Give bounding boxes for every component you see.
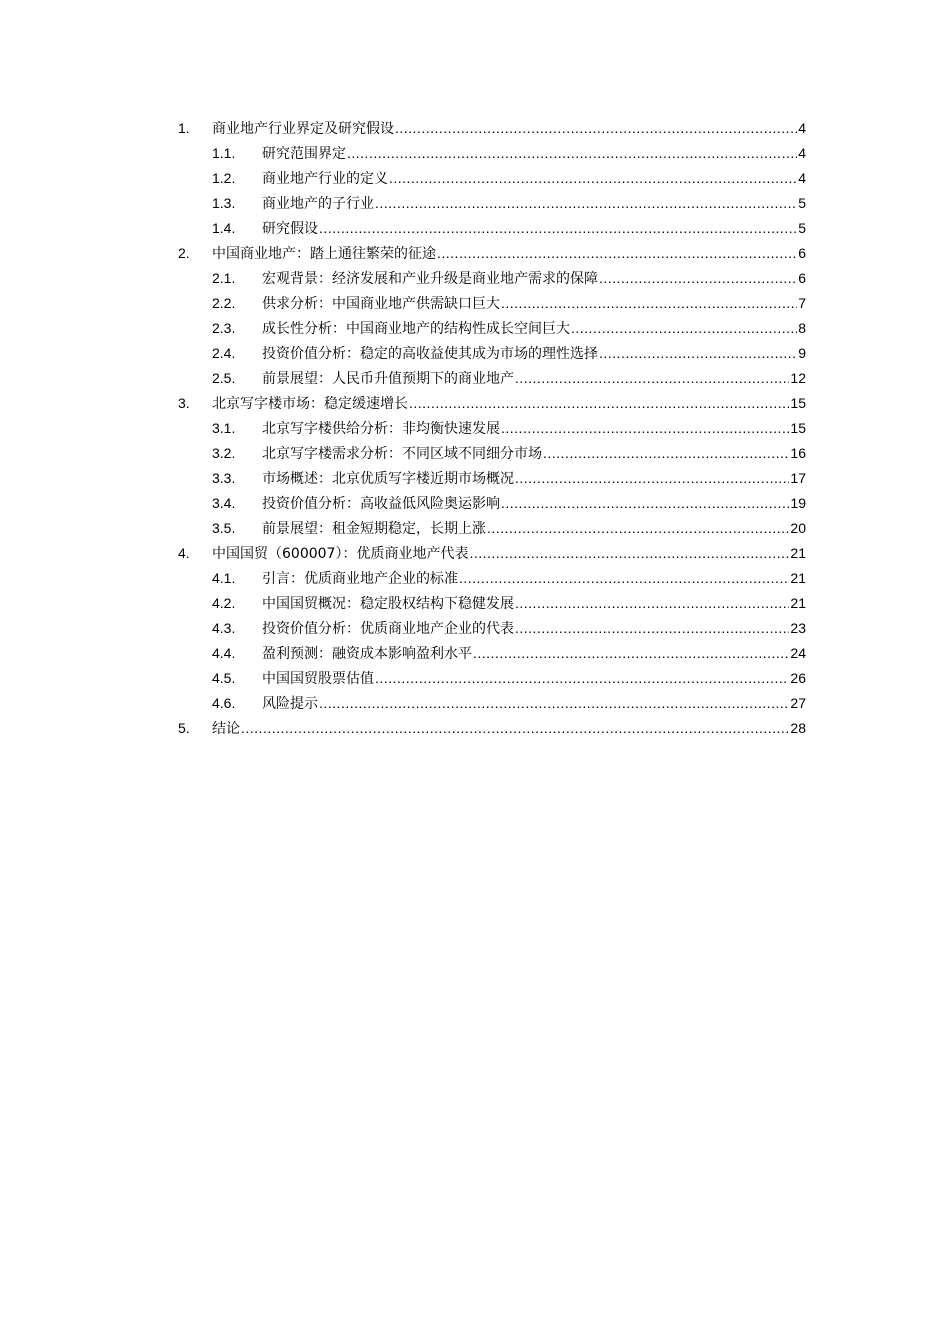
toc-entry-title: 北京写字楼市场：稳定缓速增长 (212, 396, 408, 412)
toc-entry-page: 7 (798, 295, 806, 311)
toc-dot-leader (515, 366, 789, 391)
toc-entry-number: 3.4. (212, 495, 236, 511)
toc-entry-number: 3. (178, 395, 190, 411)
toc-dot-leader (389, 166, 797, 191)
toc-entry[interactable] (178, 341, 806, 366)
toc-entry-number: 3.2. (212, 445, 236, 461)
toc-entry-title: 商业地产行业界定及研究假设 (212, 121, 394, 137)
toc-entry-page: 24 (790, 645, 806, 661)
toc-entry[interactable] (178, 616, 806, 641)
toc-dot-leader (241, 716, 789, 741)
toc-entry[interactable] (178, 666, 806, 691)
toc-entry[interactable] (178, 516, 806, 541)
toc-entry-title: 投资价值分析：高收益低风险奥运影响 (262, 496, 500, 512)
toc-entry[interactable] (178, 366, 806, 391)
toc-entry[interactable] (178, 141, 806, 166)
toc-entry-title: 中国国贸股票估值 (262, 671, 374, 687)
toc-entry-page: 17 (790, 470, 806, 486)
toc-entry[interactable] (178, 716, 806, 741)
toc-entry-title: 投资价值分析：稳定的高收益使其成为市场的理性选择 (262, 346, 598, 362)
toc-entry-title: 研究假设 (262, 221, 318, 237)
toc-entry-title: 引言：优质商业地产企业的标准 (262, 571, 458, 587)
toc-entry-title: 北京写字楼供给分析：非均衡快速发展 (262, 421, 500, 437)
toc-entry-page: 4 (798, 120, 806, 136)
toc-entry[interactable] (178, 316, 806, 341)
toc-entry[interactable] (178, 241, 806, 266)
toc-entry-title: 投资价值分析：优质商业地产企业的代表 (262, 621, 514, 637)
toc-entry-title: 成长性分析：中国商业地产的结构性成长空间巨大 (262, 321, 570, 337)
toc-entry[interactable] (178, 466, 806, 491)
toc-entry-page: 21 (790, 595, 806, 611)
toc-dot-leader (599, 341, 797, 366)
toc-dot-leader (437, 241, 797, 266)
toc-dot-leader (501, 416, 789, 441)
toc-dot-leader (459, 566, 789, 591)
toc-dot-leader (319, 691, 789, 716)
toc-dot-leader (487, 516, 789, 541)
toc-entry-number: 4.5. (212, 670, 236, 686)
toc-entry-title: 风险提示 (262, 696, 318, 712)
toc-entry-page: 6 (798, 270, 806, 286)
table-of-contents (178, 116, 806, 741)
toc-entry-page: 26 (790, 670, 806, 686)
toc-entry-number: 4.4. (212, 645, 236, 661)
toc-entry[interactable] (178, 541, 806, 566)
toc-entry-number: 3.5. (212, 520, 236, 536)
toc-dot-leader (319, 216, 797, 241)
toc-entry-page: 15 (790, 420, 806, 436)
toc-dot-leader (515, 591, 789, 616)
toc-entry[interactable] (178, 566, 806, 591)
toc-entry-title: 前景展望：人民币升值预期下的商业地产 (262, 371, 514, 387)
toc-entry-number: 2.4. (212, 345, 236, 361)
toc-entry[interactable] (178, 291, 806, 316)
toc-entry-page: 8 (798, 320, 806, 336)
toc-entry-page: 9 (798, 345, 806, 361)
toc-entry-page: 12 (790, 370, 806, 386)
toc-entry-number: 2.3. (212, 320, 236, 336)
toc-dot-leader (501, 491, 789, 516)
toc-entry-title: 研究范围界定 (262, 146, 346, 162)
toc-entry[interactable] (178, 441, 806, 466)
toc-entry-page: 20 (790, 520, 806, 536)
toc-dot-leader (375, 191, 797, 216)
toc-entry-title: 中国商业地产：踏上通往繁荣的征途 (212, 246, 436, 262)
toc-dot-leader (543, 441, 789, 466)
toc-entry-page: 5 (798, 195, 806, 211)
toc-entry-number: 1.4. (212, 220, 236, 236)
toc-dot-leader (571, 316, 797, 341)
toc-entry-title: 商业地产行业的定义 (262, 171, 388, 187)
toc-entry-page: 4 (798, 145, 806, 161)
toc-entry-number: 2.2. (212, 295, 236, 311)
toc-entry-number: 4.3. (212, 620, 236, 636)
toc-entry-number: 3.3. (212, 470, 236, 486)
toc-entry[interactable] (178, 591, 806, 616)
toc-entry-page: 27 (790, 695, 806, 711)
toc-dot-leader (469, 541, 789, 566)
toc-entry[interactable] (178, 216, 806, 241)
toc-dot-leader (501, 291, 797, 316)
toc-entry-title: 中国国贸概况：稳定股权结构下稳健发展 (262, 596, 514, 612)
toc-entry-page: 4 (798, 170, 806, 186)
toc-dot-leader (599, 266, 797, 291)
toc-dot-leader (395, 116, 797, 141)
toc-dot-leader (375, 666, 789, 691)
toc-entry-number: 1. (178, 120, 190, 136)
toc-entry-page: 5 (798, 220, 806, 236)
toc-entry-number: 2.1. (212, 270, 236, 286)
toc-dot-leader (347, 141, 797, 166)
toc-dot-leader (473, 641, 789, 666)
toc-entry-number: 4. (178, 545, 190, 561)
toc-entry-page: 6 (798, 245, 806, 261)
toc-entry-title: 前景展望：租金短期稳定，长期上涨 (262, 521, 486, 537)
toc-entry[interactable] (178, 116, 806, 141)
toc-entry-page: 21 (790, 570, 806, 586)
toc-entry-page: 28 (790, 720, 806, 736)
toc-entry[interactable] (178, 266, 806, 291)
toc-entry-page: 23 (790, 620, 806, 636)
toc-entry-number: 5. (178, 720, 190, 736)
toc-entry-number: 4.6. (212, 695, 236, 711)
toc-entry-title: 盈利预测：融资成本影响盈利水平 (262, 646, 472, 662)
toc-entry[interactable] (178, 391, 806, 416)
toc-entry-number: 1.1. (212, 145, 236, 161)
toc-entry[interactable] (178, 191, 806, 216)
toc-dot-leader (409, 391, 789, 416)
toc-entry-number: 4.1. (212, 570, 236, 586)
toc-entry-title: 中国国贸（600007）：优质商业地产代表 (212, 546, 469, 562)
toc-dot-leader (515, 616, 789, 641)
toc-entry-number: 2. (178, 245, 190, 261)
toc-entry-title: 供求分析：中国商业地产供需缺口巨大 (262, 296, 500, 312)
toc-entry-title: 北京写字楼需求分析：不同区域不同细分市场 (262, 446, 542, 462)
toc-entry-title: 宏观背景：经济发展和产业升级是商业地产需求的保障 (262, 271, 598, 287)
toc-dot-leader (515, 466, 789, 491)
toc-entry-number: 3.1. (212, 420, 236, 436)
toc-entry-number: 1.3. (212, 195, 236, 211)
toc-entry-title: 市场概述：北京优质写字楼近期市场概况 (262, 471, 514, 487)
toc-entry-number: 2.5. (212, 370, 236, 386)
toc-entry[interactable] (178, 641, 806, 666)
toc-entry-page: 15 (790, 395, 806, 411)
toc-entry[interactable] (178, 491, 806, 516)
toc-entry-number: 4.2. (212, 595, 236, 611)
toc-entry[interactable] (178, 691, 806, 716)
toc-entry-page: 19 (790, 495, 806, 511)
toc-entry-title: 结论 (212, 721, 240, 737)
toc-entry[interactable] (178, 416, 806, 441)
toc-entry-title: 商业地产的子行业 (262, 196, 374, 212)
toc-entry-page: 21 (790, 545, 806, 561)
toc-entry-number: 1.2. (212, 170, 236, 186)
toc-entry-page: 16 (790, 445, 806, 461)
toc-entry[interactable] (178, 166, 806, 191)
